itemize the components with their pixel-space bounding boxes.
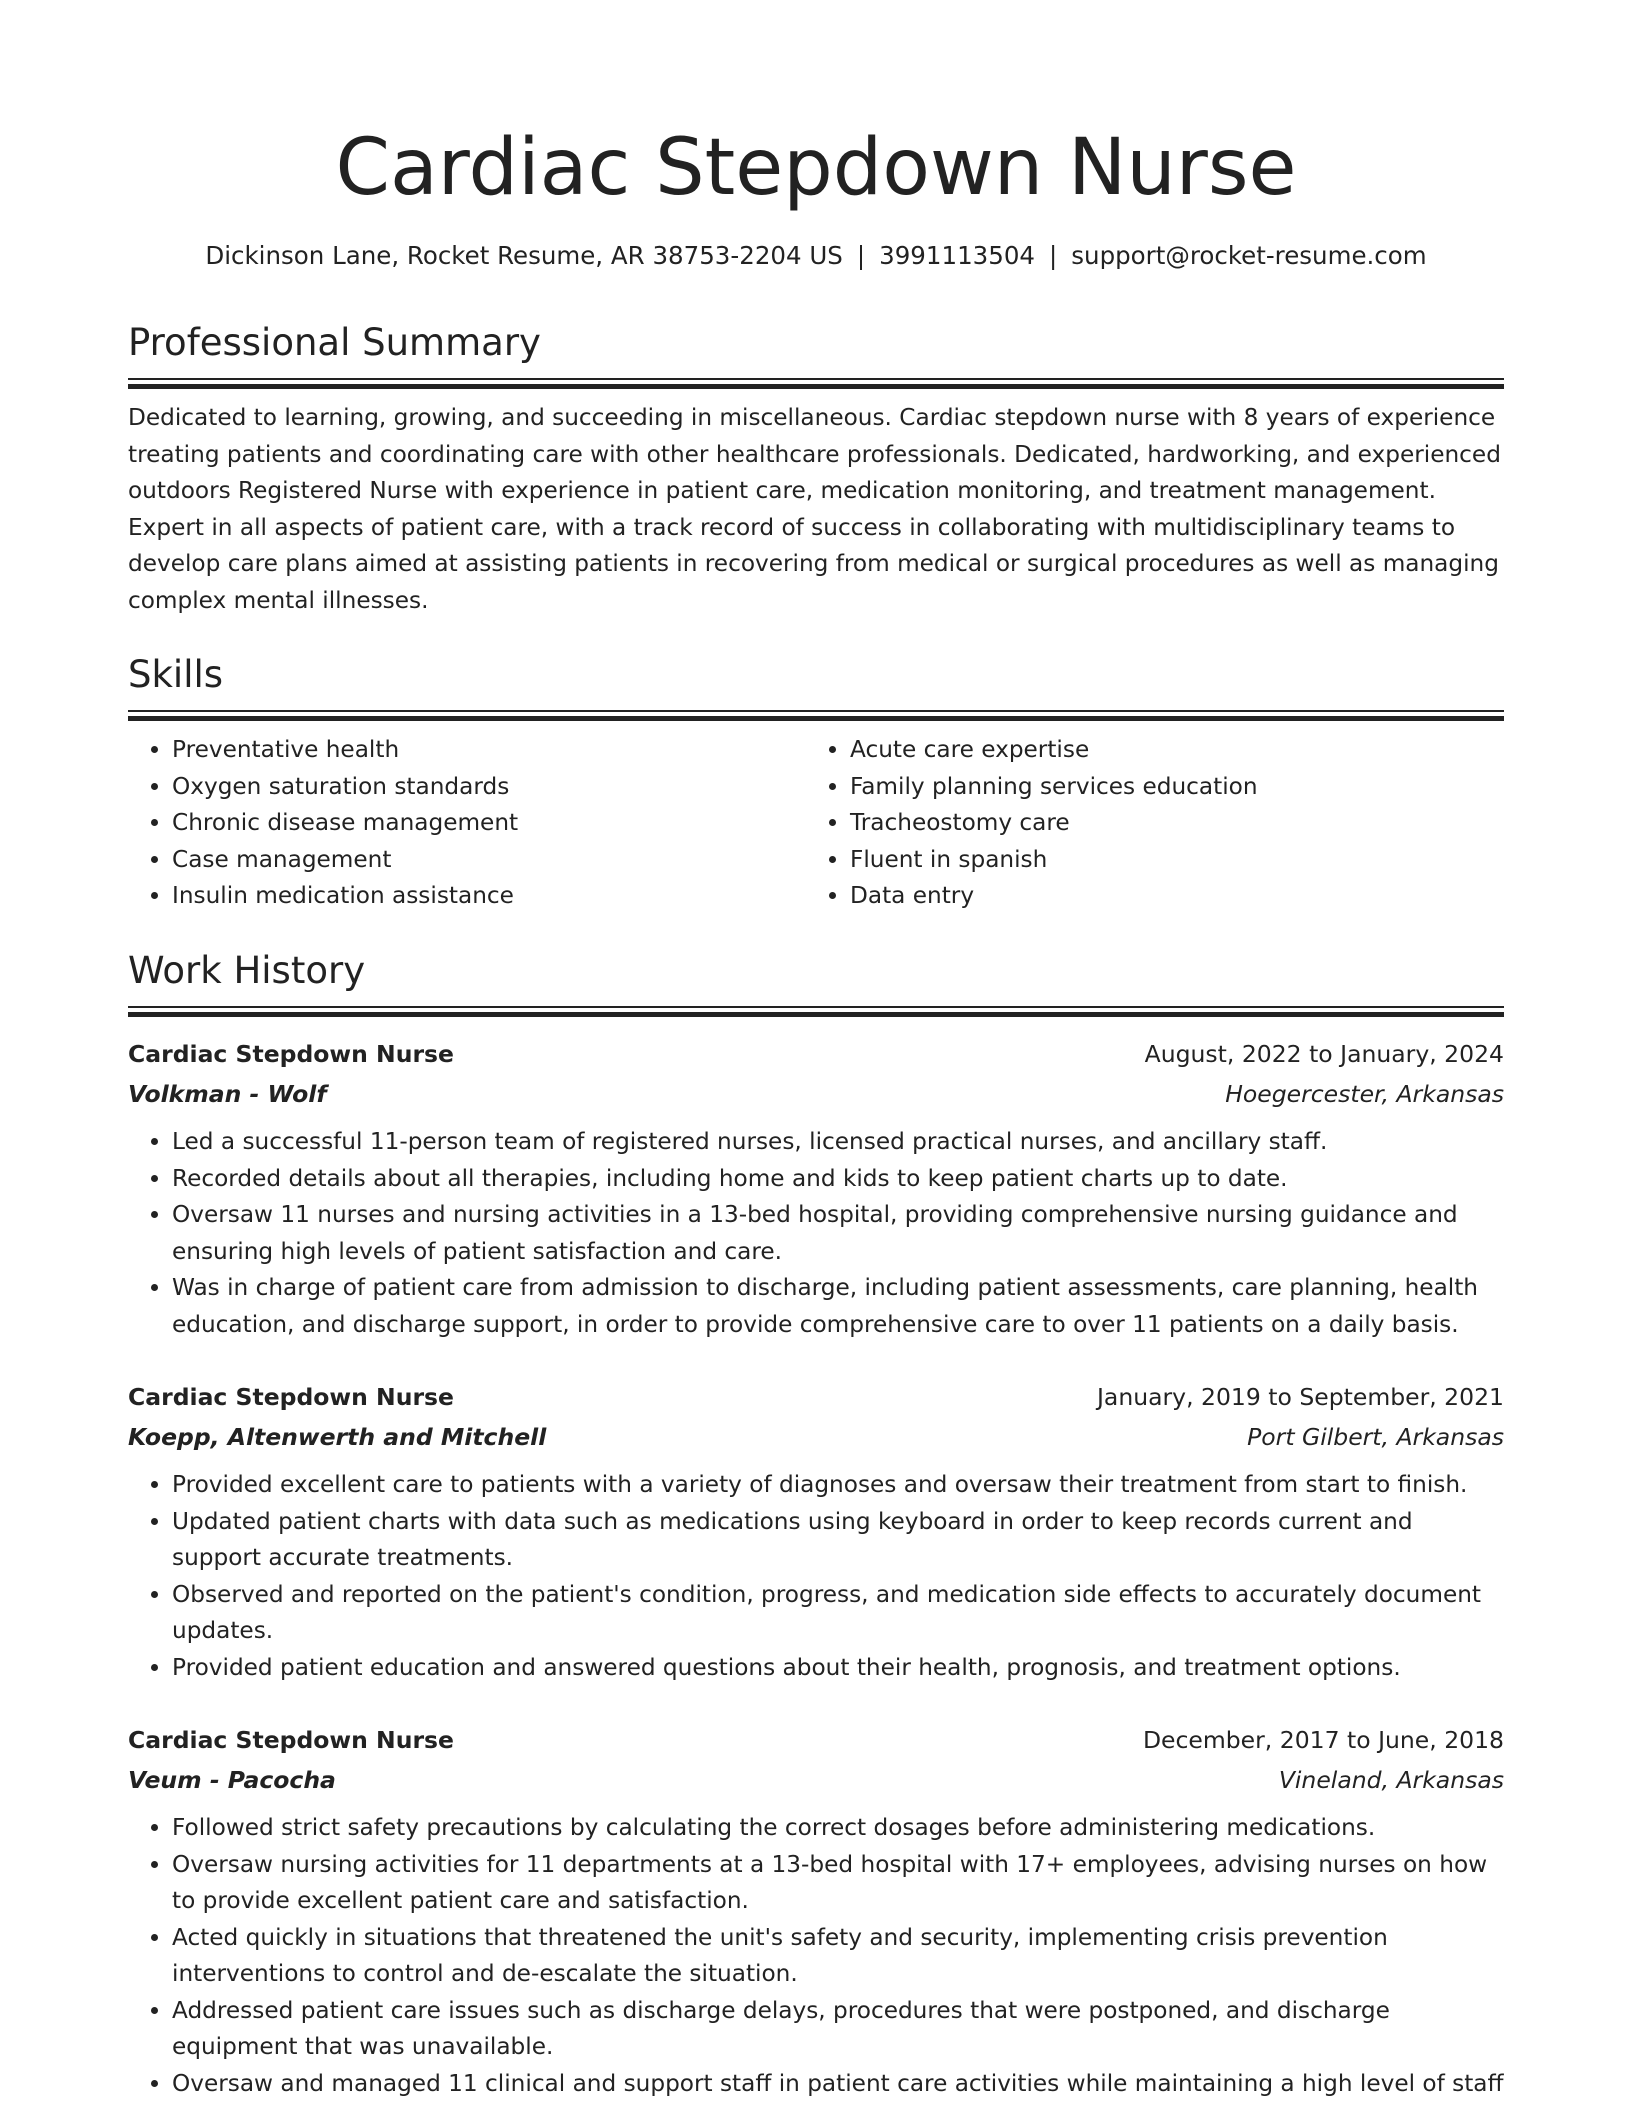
job-bullets <box>128 1810 1504 2102</box>
job-entry <box>128 1377 1504 1686</box>
summary-text: Dedicated to learning, growing, and succeeding in miscellaneous. Cardiac stepdown nurse with 8 years of experience treating patients and coordinating care with other healthcare professionals. Dedicated, hardworking, and experienced outdoors Registered Nurse with experience in patient care, medication monitoring, and treatment management. Expert in all aspects of patient care, with a track record of success in collaborating with multidisciplinary teams to develop care plans aimed at assisting patients in recovering from medical or surgical procedures as well as managing complex mental illnesses. <box>128 404 1501 614</box>
contact-email: support@rocket-resume.com <box>1071 241 1427 270</box>
skill-item: • Family planning services education <box>850 769 1484 806</box>
skill-item: • Preventative health <box>172 732 806 769</box>
contact-address: Dickinson Lane, Rocket Resume, AR 38753-2204 US <box>205 241 843 270</box>
job-bullet: • Led a successful 11-person team of registered nurses, licensed practical nurses, and ancillary staff. <box>172 1124 1504 1161</box>
job-title: Cardiac Stepdown Nurse <box>128 1383 454 1411</box>
job-dates: January, 2019 to September, 2021 <box>1096 1383 1504 1411</box>
contact-separator: | <box>1049 241 1058 270</box>
job-bullet: • Oversaw 11 nurses and nursing activities in a 13-bed hospital, providing comprehensive nursing guidance and ensuring high levels of patient satisfaction and care. <box>172 1197 1504 1270</box>
job-dates: December, 2017 to June, 2018 <box>1142 1726 1504 1754</box>
job-company: Volkman - Wolf <box>128 1080 327 1108</box>
job-entry <box>128 1720 1504 2102</box>
skill-item: • Case management <box>172 842 806 879</box>
job-location: Port Gilbert, Arkansas <box>1247 1423 1504 1451</box>
job-company: Veum - Pacocha <box>128 1766 336 1794</box>
contact-line <box>128 238 1504 274</box>
job-company-row <box>128 1074 1504 1114</box>
job-bullet: • Addressed patient care issues such as discharge delays, procedures that were postponed, and discharge equipment that was unavailable. <box>172 1993 1504 2066</box>
job-bullet: • Provided excellent care to patients with a variety of diagnoses and oversaw their treatment from start to finish. <box>172 1467 1504 1504</box>
summary-section <box>128 318 1504 619</box>
job-location: Vineland, Arkansas <box>1278 1766 1504 1794</box>
summary-heading: Professional Summary <box>128 321 541 364</box>
skill-item: • Data entry <box>850 878 1484 915</box>
job-bullets <box>128 1124 1504 1343</box>
section-divider <box>128 710 1504 720</box>
skill-item: • Acute care expertise <box>850 732 1484 769</box>
job-bullet: • Was in charge of patient care from admission to discharge, including patient assessments, care planning, health education, and discharge support, in order to provide comprehensive care to over 11 patients on a daily basis. <box>172 1270 1504 1343</box>
job-bullet: • Observed and reported on the patient's condition, progress, and medication side effects to accurately document updates. <box>172 1577 1504 1650</box>
skills-column-right <box>806 732 1484 915</box>
skill-item: • Oxygen saturation standards <box>172 769 806 806</box>
contact-separator: | <box>856 241 866 270</box>
skill-item: • Tracheostomy care <box>850 805 1484 842</box>
job-header-row <box>128 1034 1504 1074</box>
job-bullet: • Oversaw and managed 11 clinical and support staff in patient care activities while maintaining a high level of staff <box>172 2066 1504 2103</box>
resume-title: Cardiac Stepdown Nurse <box>335 123 1297 213</box>
job-company-row <box>128 1760 1504 1800</box>
work-section <box>128 946 1504 1016</box>
job-bullet: • Recorded details about all therapies, including home and kids to keep patient charts up to date. <box>172 1161 1504 1198</box>
skill-item: • Insulin medication assistance <box>172 878 806 915</box>
job-dates: August, 2022 to January, 2024 <box>1144 1040 1504 1068</box>
job-title: Cardiac Stepdown Nurse <box>128 1040 454 1068</box>
job-header-row <box>128 1377 1504 1417</box>
job-bullet: • Updated patient charts with data such as medications using keyboard in order to keep records current and support accurate treatments. <box>172 1504 1504 1577</box>
job-bullet: • Followed strict safety precautions by calculating the correct dosages before administering medications. <box>172 1810 1504 1847</box>
job-bullets <box>128 1467 1504 1686</box>
job-bullet: • Oversaw nursing activities for 11 departments at a 13-bed hospital with 17+ employees, advising nurses on how to provide excellent patient care and satisfaction. <box>172 1847 1504 1920</box>
job-bullet: • Provided patient education and answered questions about their health, prognosis, and treatment options. <box>172 1650 1504 1687</box>
skills-grid <box>128 732 1504 915</box>
skills-heading: Skills <box>128 653 224 696</box>
job-bullet: • Acted quickly in situations that threatened the unit's safety and security, implementing crisis prevention interventions to control and de-escalate the situation. <box>172 1920 1504 1993</box>
skills-section <box>128 650 1504 915</box>
section-divider <box>128 1006 1504 1016</box>
job-entry <box>128 1034 1504 1343</box>
skill-item: • Fluent in spanish <box>850 842 1484 879</box>
job-header-row <box>128 1720 1504 1760</box>
job-title: Cardiac Stepdown Nurse <box>128 1726 454 1754</box>
contact-phone: 3991113504 <box>879 241 1036 270</box>
work-heading: Work History <box>128 949 366 992</box>
job-company-row <box>128 1417 1504 1457</box>
job-location: Hoegercester, Arkansas <box>1225 1080 1504 1108</box>
skill-item: • Chronic disease management <box>172 805 806 842</box>
section-divider <box>128 378 1504 388</box>
job-company: Koepp, Altenwerth and Mitchell <box>128 1423 547 1451</box>
skills-column-left <box>128 732 806 915</box>
